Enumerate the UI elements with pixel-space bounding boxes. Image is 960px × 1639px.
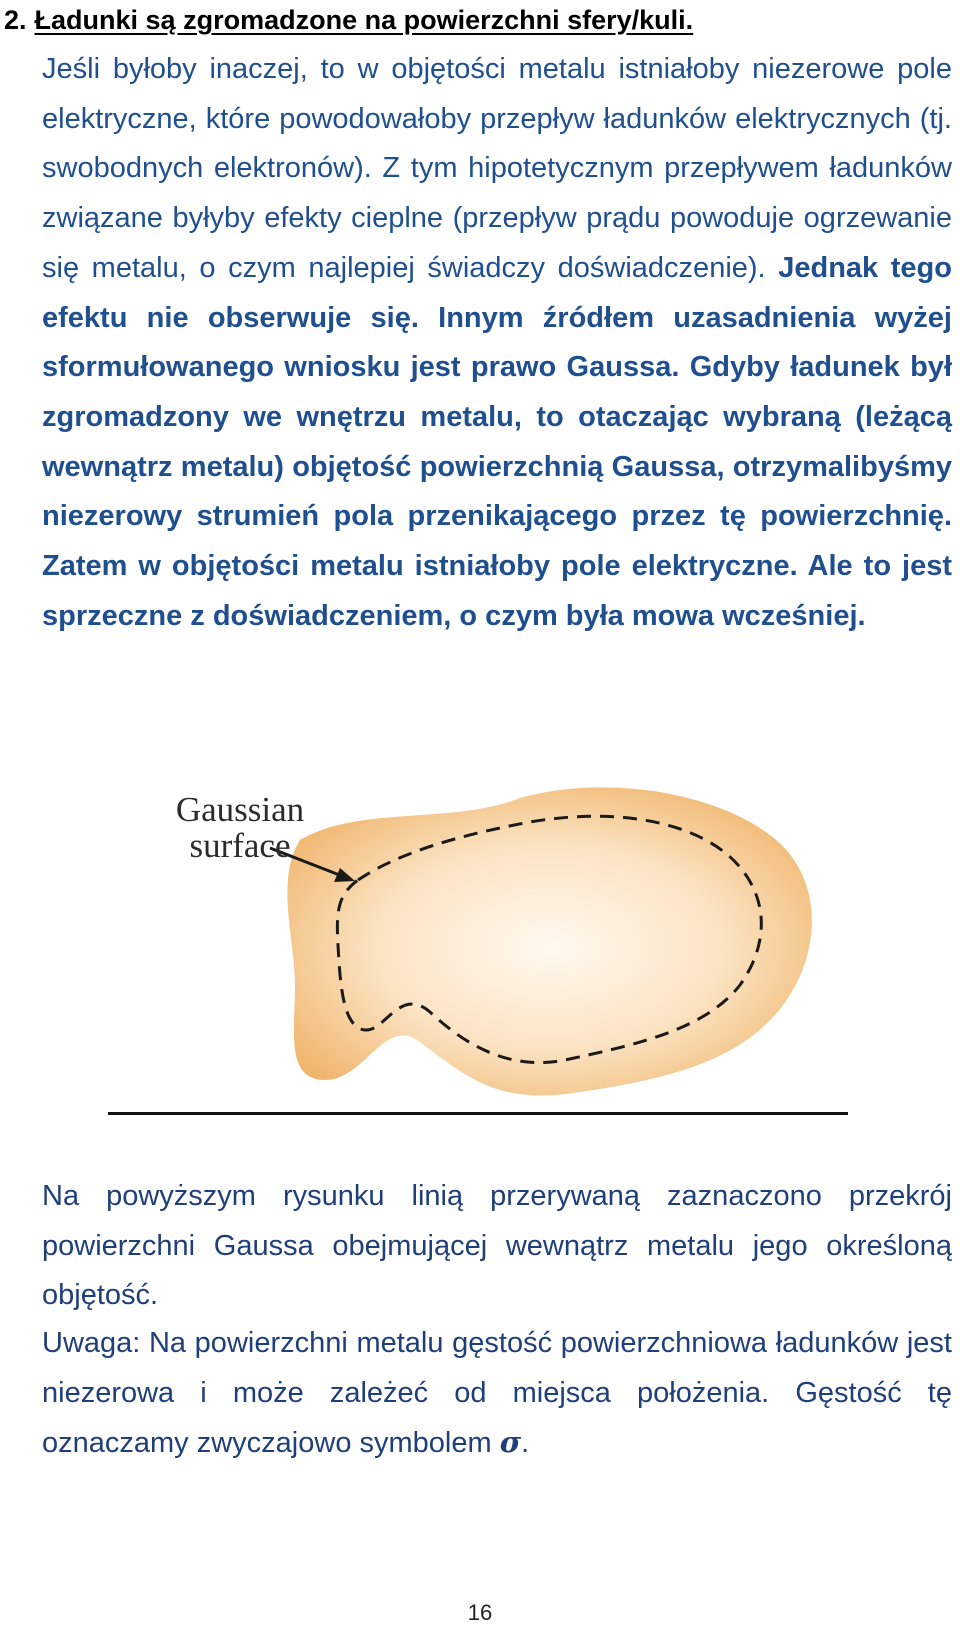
explanation-part-1: Jeśli byłoby inaczej, to w objętości metalu istniałoby niezerowe pole elektryczne, które powodowałoby przepływ ładunków elektrycznych (tj. swobodnych elektronów). Z tym hipotetycznym przepływem ładunków związane byłyby efekty cieplne (przepływ prądu powoduje ogrzewanie się metalu, o czym najlepiej świadczy doświadczenie). bbox=[42, 53, 952, 284]
figure-description-paragraph: Na powyższym rysunku linią przerywaną zaznaczono przekrój powierzchni Gaussa obejmującej wewnątrz metalu jego określoną objętość. bbox=[42, 1180, 952, 1312]
metal-body bbox=[287, 787, 811, 1095]
sigma-symbol: σ bbox=[499, 1425, 522, 1460]
label-line-2: surface bbox=[189, 826, 291, 865]
note-text: Uwaga: Na powierzchni metalu gęstość powierzchniowa ładunków jest niezerowa i może zależeć od miejsca położenia. Gęstość tę oznaczamy zwyczajowo symbolem bbox=[42, 1327, 952, 1460]
page-number: 16 bbox=[467, 1600, 493, 1625]
section-heading bbox=[4, 0, 944, 40]
gaussian-surface-figure bbox=[100, 780, 860, 1110]
explanation-part-2: Jednak tego efektu nie obserwuje się. Innym źródłem uzasadnienia wyżej sformułowanego wniosku jest prawo Gaussa. Gdyby ładunek był zgromadzony we wnętrzu metalu, to otaczając wybraną (leżącą wewnątrz metalu) objętość powierzchnią Gaussa, otrzymalibyśmy niezerowy strumień pola przenikającego przez tę powierzchnię. Zatem w objętości metalu istniałoby pole elektryczne. Ale to jest sprzeczne z doświadczeniem, o czym była mowa wcześniej. bbox=[42, 251, 952, 632]
label-line-1: Gaussian bbox=[175, 790, 305, 829]
note-paragraph bbox=[42, 1319, 952, 1469]
explanation-paragraph bbox=[42, 45, 952, 641]
gaussian-surface-label bbox=[130, 792, 350, 864]
note-end: . bbox=[521, 1427, 530, 1460]
horizontal-divider bbox=[108, 1112, 848, 1115]
section-title: Ładunki są zgromadzone na powierzchni sfery/kuli. bbox=[34, 5, 694, 35]
section-number: 2. bbox=[4, 5, 27, 35]
